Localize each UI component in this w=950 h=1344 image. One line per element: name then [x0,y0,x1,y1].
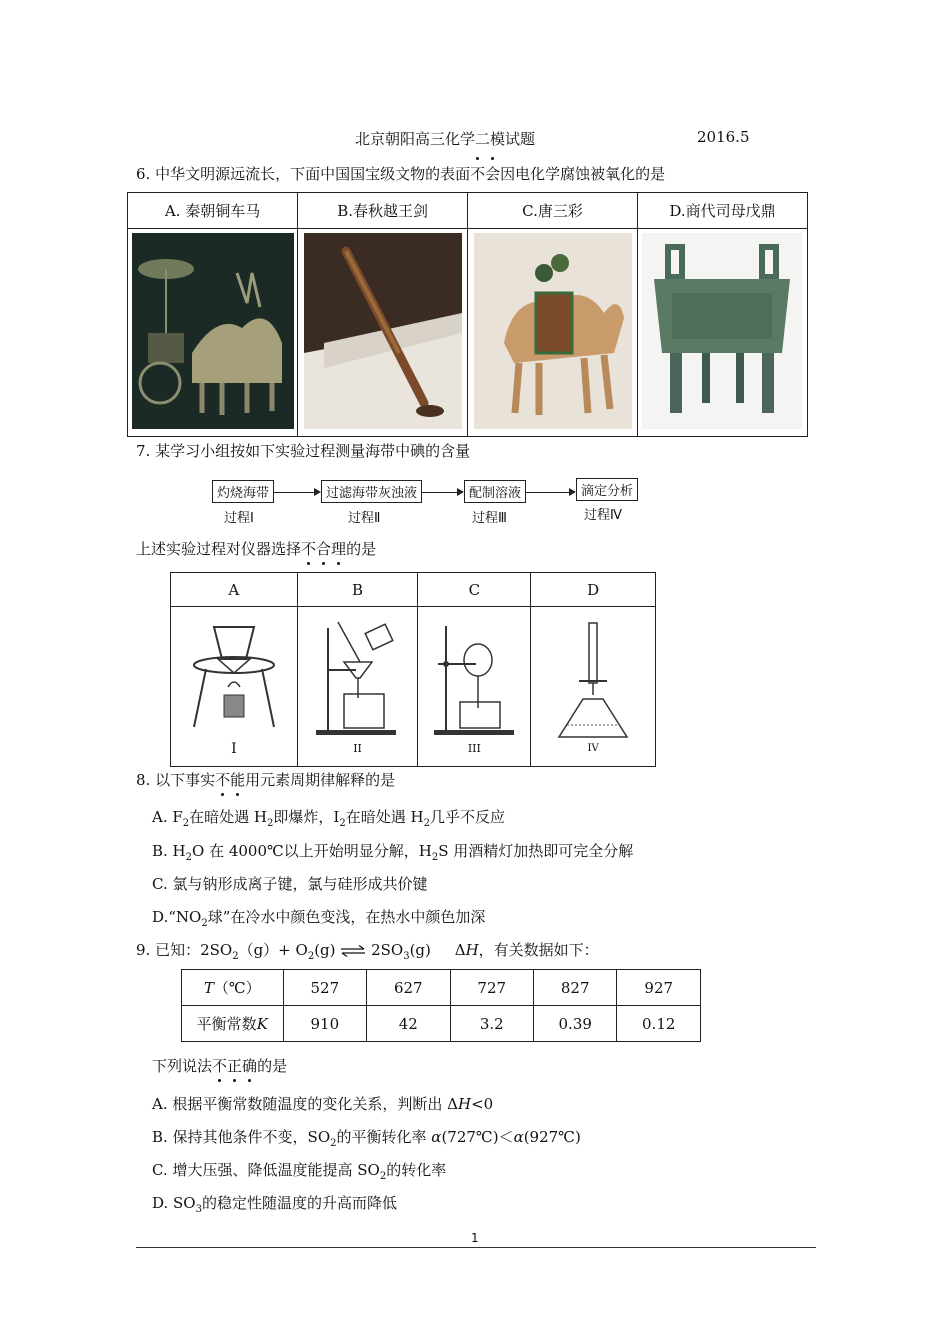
flow-arrow-2 [422,492,462,493]
k-cell: 0.39 [533,1006,616,1042]
flow-label-3: 过程Ⅲ [472,511,507,526]
reversible-arrow-icon [340,945,366,957]
bronze-sword-image [304,233,462,429]
crucible-tripod-icon [184,617,284,737]
q6-option-d: D.商代司母戊鼎 [637,193,807,229]
q7-apparatus-b-cell [297,607,418,767]
q6-image-c-cell [468,229,638,437]
q7-roman-1: I [231,740,237,757]
flow-arrow-1 [273,492,319,493]
q6-option-a: A. 秦朝铜车马 [128,193,298,229]
question-7-table [170,572,656,767]
q7-header-b: B [297,573,418,607]
filtration-setup-icon [308,618,408,738]
k-cell: 3.2 [450,1006,533,1042]
page-number: 1 [471,1231,479,1245]
q6-option-c: C.唐三彩 [468,193,638,229]
q8-option-a: A. $F_2$在暗处遇 $H_2$即爆炸，$I_2$在暗处遇 $H_2$几乎不反应 [152,808,505,829]
flow-arrow-3 [526,492,574,493]
question-6-table [127,192,808,437]
q7-header-a: A [171,573,298,607]
flow-step-2: 过滤海带灰浊液 [321,480,422,503]
simuwu-ding-image [642,233,802,429]
question-7-prompt: 上述实验过程对仪器选择不合理的是 [136,540,377,558]
q7-header-d: D [531,573,656,607]
q6-image-d-cell [637,229,807,437]
temp-cell: 627 [367,970,450,1006]
question-6-stem: 6. 中华文明源远流长，下面中国国宝级文物的表面不会因电化学腐蚀被氧化的是 [136,165,666,183]
flow-label-2: 过程Ⅱ [348,511,381,526]
q7-roman-2: II [353,742,362,755]
k-cell: 910 [283,1006,366,1042]
separatory-funnel-icon [424,618,524,738]
q7-roman-3: III [467,742,481,755]
q7-roman-4: IV [587,743,599,754]
q9-option-d: D. $SO_3$的稳定性随温度的升高而降低 [152,1194,397,1215]
question-9-prompt: 下列说法不正确的是 [152,1057,288,1075]
flow-label-4: 过程Ⅳ [584,508,622,523]
q6-option-b: B.春秋越王剑 [298,193,468,229]
question-9-stem: 9. 已知：$2SO_2(g)+ O_2(g)$ $2SO_3(g)$ ΔH，有关数据如下： [136,941,599,962]
q7-apparatus-d-cell [531,607,656,767]
titration-burette-icon [543,619,643,739]
k-row-header: 平衡常数K [182,1006,284,1042]
q7-apparatus-a-cell [171,607,298,767]
flow-step-4: 滴定分析 [576,478,638,501]
temp-row-header: T（℃） [182,970,284,1006]
q8-option-c: C. 氯与钠形成离子键，氯与硅形成共价键 [152,875,428,893]
q9-option-a: A. 根据平衡常数随温度的变化关系，判断出 ΔH<0 [152,1095,494,1113]
question-8-stem: 8. 以下事实不能用元素周期律解释的是 [136,771,396,789]
temp-cell: 927 [617,970,701,1006]
page-title: 北京朝阳高三化学二模试题 [355,130,536,148]
q9-option-c: C. 增大压强、降低温度能提高 $SO_2$的转化率 [152,1161,447,1182]
q7-header-c: C [418,573,531,607]
bronze-chariot-image [132,233,294,429]
flow-step-3: 配制溶液 [464,480,526,503]
temp-cell: 827 [533,970,616,1006]
temp-cell: 527 [283,970,366,1006]
q6-image-a-cell [128,229,298,437]
q8-option-b: B. $H_2O$ 在 4000℃以上开始明显分解，$H_2S$ 用酒精灯加热即可完全分解 [152,842,634,863]
q9-option-b: B. 保持其他条件不变，$SO_2$的平衡转化率 α(727℃)＜α(927℃) [152,1128,581,1149]
q6-image-b-cell [298,229,468,437]
temp-cell: 727 [450,970,533,1006]
tang-tricolor-camel-image [474,233,632,429]
footer-divider [136,1247,816,1248]
exam-date: 2016.5 [697,128,750,146]
flow-label-1: 过程Ⅰ [224,511,254,526]
q8-option-d: $D.“NO_2$球”在冷水中颜色变浅，在热水中颜色加深 [152,908,486,929]
q7-apparatus-c-cell [418,607,531,767]
flow-step-1: 灼烧海带 [212,480,274,503]
question-7-stem: 7. 某学习小组按如下实验过程测量海带中碘的含量 [136,442,471,460]
k-cell: 0.12 [617,1006,701,1042]
k-cell: 42 [367,1006,450,1042]
equilibrium-constant-table [181,969,701,1042]
